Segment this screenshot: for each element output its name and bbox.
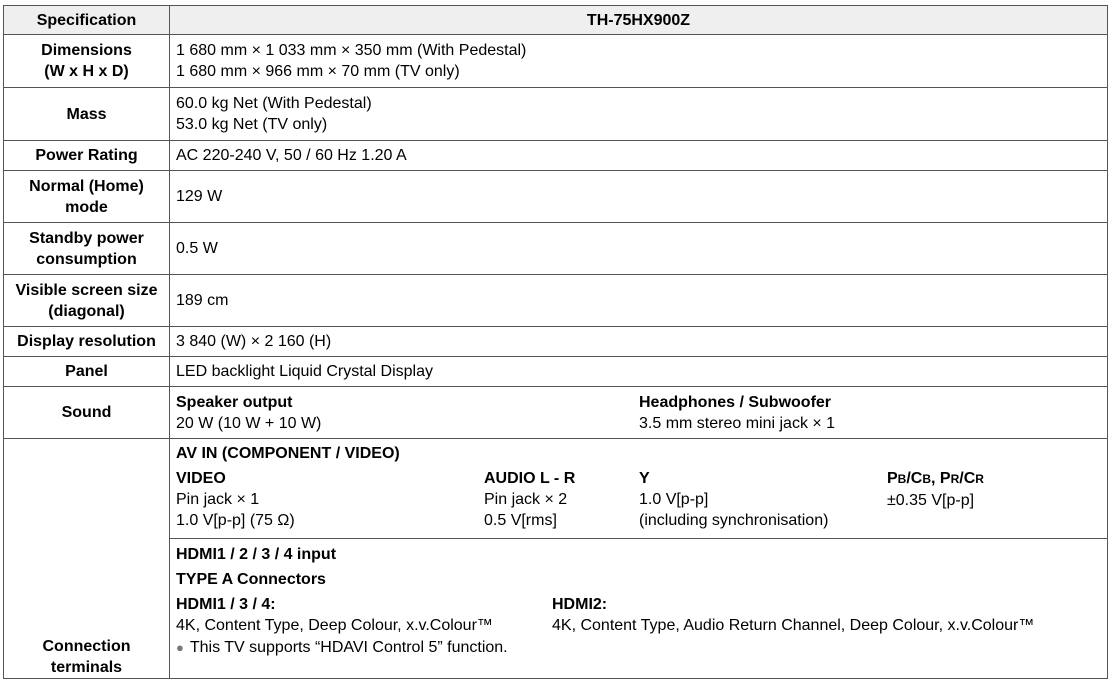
standby-row <box>4 223 1108 275</box>
av-in-title: AV IN (COMPONENT / VIDEO) <box>176 445 400 462</box>
headphones-title: Headphones / Subwoofer <box>639 393 832 411</box>
power-rating-label: Power Rating <box>4 141 170 171</box>
dimensions-value: 1 680 mm × 1 033 mm × 350 mm (With Pedestal) 1 680 mm × 966 mm × 70 mm (TV only) <box>170 35 1108 88</box>
resolution-row <box>4 327 1108 357</box>
header-label: Specification <box>4 6 170 35</box>
speaker-output-value: 20 W (10 W + 10 W) <box>176 414 322 432</box>
panel-value: LED backlight Liquid Crystal Display <box>170 357 1108 387</box>
resolution-label: Display resolution <box>4 327 170 357</box>
sound-label: Sound <box>4 387 170 439</box>
audio-title: AUDIO L - R <box>484 470 576 487</box>
header-row <box>4 6 1108 35</box>
mass-value: 60.0 kg Net (With Pedestal) 53.0 kg Net (TV only) <box>170 88 1108 141</box>
hdmi-group2-title: HDMI2: <box>552 596 608 613</box>
connection-row <box>4 439 1108 539</box>
mass-label: Mass <box>4 88 170 141</box>
normal-mode-label: Normal (Home) mode <box>4 171 170 223</box>
connection-label: Connection terminals <box>4 439 170 679</box>
pb-pr-title: PB/CB, PR/CR <box>887 470 984 487</box>
model-name: TH-75HX900Z <box>170 6 1108 35</box>
av-in-cell: AV IN (COMPONENT / VIDEO) VIDEO Pin jack × 1 1.0 V[p-p] (75 Ω) AUDIO L - R Pin jack × 2 0.5 V[rms] Y 1.0 V[p-p] (including synchronisation) PB/CB, PR/CR ±0.35 V[p-p] <box>170 439 1108 539</box>
mass-row <box>4 88 1108 141</box>
hdmi-title: HDMI1 / 2 / 3 / 4 input <box>176 546 337 563</box>
screen-size-row <box>4 275 1108 327</box>
hdmi-group1-value: 4K, Content Type, Deep Colour, x.v.Colour™ <box>176 617 493 634</box>
hdmi-type: TYPE A Connectors <box>176 571 326 588</box>
screen-size-label: Visible screen size (diagonal) <box>4 275 170 327</box>
power-rating-value: AC 220-240 V, 50 / 60 Hz 1.20 A <box>170 141 1108 171</box>
dimensions-row <box>4 35 1108 88</box>
normal-mode-row <box>4 171 1108 223</box>
y-title: Y <box>639 470 650 487</box>
specification-table <box>3 5 1108 679</box>
video-title: VIDEO <box>176 470 226 487</box>
panel-label: Panel <box>4 357 170 387</box>
hdmi-cell <box>170 539 1108 679</box>
sound-value <box>170 387 1108 439</box>
standby-value: 0.5 W <box>170 223 1108 275</box>
hdmi-group1-title: HDMI1 / 3 / 4: <box>176 596 276 613</box>
resolution-value: 3 840 (W) × 2 160 (H) <box>170 327 1108 357</box>
panel-row <box>4 357 1108 387</box>
screen-size-value: 189 cm <box>170 275 1108 327</box>
sound-row <box>4 387 1108 439</box>
speaker-output-title: Speaker output <box>176 393 293 411</box>
headphones-value: 3.5 mm stereo mini jack × 1 <box>639 414 836 432</box>
hdmi-row <box>4 539 1108 679</box>
power-rating-row <box>4 141 1108 171</box>
normal-mode-value: 129 W <box>170 171 1108 223</box>
hdavi-note: ● This TV supports “HDAVI Control 5” function. <box>176 639 508 656</box>
dimensions-label: Dimensions (W x H x D) <box>4 35 170 88</box>
hdmi-group2-value: 4K, Content Type, Audio Return Channel, Deep Colour, x.v.Colour™ <box>552 617 1035 634</box>
standby-label: Standby power consumption <box>4 223 170 275</box>
bullet-icon: ● <box>176 640 184 655</box>
